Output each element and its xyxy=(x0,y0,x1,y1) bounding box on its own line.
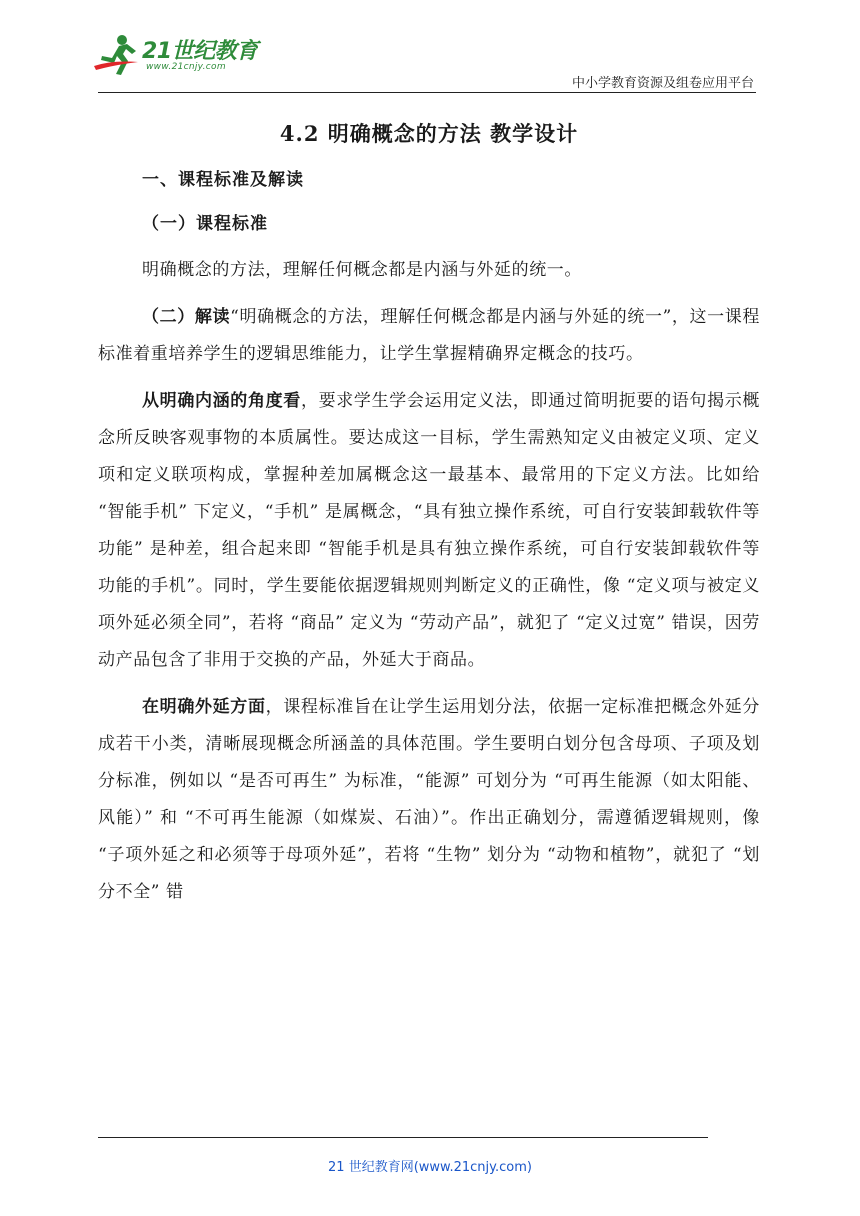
document-body xyxy=(98,112,760,911)
intension-text: ，要求学生学会运用定义法，即通过简明扼要的语句揭示概念所反映客观事物的本质属性。要达成这一目标，学生需熟知定义由被定义项、定义项和定义联项构成，掌握种差加属概念这一最基本、最常用的下定义方法。比如给 “智能手机” 下定义，“手机” 是属概念，“具有独立操作系统，可自行安装卸载软件等功能” 是种差，组合起来即 “智能手机是具有独立操作系统，可自行安装卸载软件等功能的手机”。同时，学生要能依据逻辑规则判断定义的正确性，像 “定义项与被定义项外延必须全同”，若将 “商品” 定义为 “劳动产品”，就犯了 “定义过宽” 错误，因劳动产品包含了非用于交换的产品，外延大于商品。 xyxy=(98,391,760,670)
section-heading: 一、课程标准及解读 xyxy=(142,170,304,190)
intension-lead: 从明确内涵的角度看 xyxy=(142,391,301,411)
logo-title: 21世纪教育 xyxy=(142,39,258,64)
footer-link[interactable]: 21 世纪教育网(www.21cnjy.com) xyxy=(328,1160,532,1175)
extension-text: ，课程标准旨在让学生运用划分法，依据一定标准把概念外延分成若干小类，清晰展现概念所涵盖的具体范围。学生要明白划分包含母项、子项及划分标准，例如以 “是否可再生” 为标准，“能源” 可划分为 “可再生能源（如太阳能、风能）” 和 “不可再生能源（如煤炭、石油）”。作出正确划分，需遵循逻辑规则，像 “子项外延之和必须等于母项外延”，若将 “生物” 划分为 “动物和植物”，就犯了 “划分不全” 错 xyxy=(98,697,760,902)
subsection-heading: （一）课程标准 xyxy=(142,214,268,234)
page-header xyxy=(0,0,860,100)
curriculum-standard-paragraph: 明确概念的方法，理解任何概念都是内涵与外延的统一。 xyxy=(142,260,582,280)
site-logo[interactable] xyxy=(92,32,262,78)
footer-divider xyxy=(98,1137,708,1138)
document-title: 4.2 明确概念的方法 教学设计 xyxy=(279,121,579,146)
platform-label: 中小学教育资源及组卷应用平台 xyxy=(571,76,754,91)
interpretation-text: “明确概念的方法，理解任何概念都是内涵与外延的统一”，这一课程标准着重培养学生的逻辑思维能力，让学生掌握精确界定概念的技巧。 xyxy=(98,307,761,364)
interpretation-label: （二）解读 xyxy=(142,307,231,327)
intension-paragraph xyxy=(98,383,760,679)
runner-logo-icon xyxy=(92,32,142,78)
logo-url: www.21cnjy.com xyxy=(146,62,226,72)
interpretation-paragraph xyxy=(98,299,760,373)
extension-lead: 在明确外延方面 xyxy=(142,697,266,717)
extension-paragraph xyxy=(98,689,760,911)
header-divider xyxy=(98,92,756,93)
